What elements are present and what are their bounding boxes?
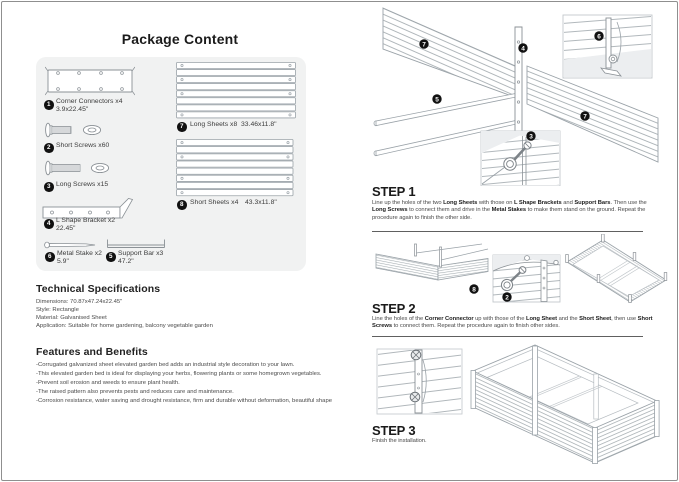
part-number-badge: 7: [177, 122, 187, 132]
part-name: Metal Stake x2: [57, 250, 102, 257]
part-label: [57, 250, 102, 266]
screw-detail: [410, 392, 420, 402]
spec-line: Style: Rectangle: [36, 307, 79, 313]
long-screw-illustration: [43, 160, 115, 176]
part-size: 22.45": [56, 224, 76, 232]
short-sheets-illustration: [176, 139, 294, 197]
part-ref-badge: [518, 43, 527, 52]
part-label: [56, 217, 115, 233]
badge-number: 4: [521, 45, 525, 53]
package-content-panel: [36, 57, 306, 271]
part-ref-badge: [432, 94, 441, 103]
badge-number: 7: [422, 41, 426, 49]
part-size: 3.9x22.45": [56, 105, 89, 113]
finished-bed: [471, 345, 659, 464]
spec-line: Material: Galvanised Sheet: [36, 315, 107, 321]
part-number-badge: 5: [106, 252, 116, 262]
step1-diagram: [370, 2, 670, 186]
assembled-frame: [566, 234, 667, 303]
technical-specifications-list: [36, 298, 213, 330]
part-number-badge: 4: [44, 219, 54, 229]
feature-line: -The raised pattern also prevents pests and reduces care and maintenance.: [36, 389, 234, 396]
long-screw-inset: [481, 131, 560, 186]
part-label: Long Sheets x8: [190, 121, 238, 128]
step2-heading: STEP 2: [372, 301, 416, 316]
spec-line: Application: Suitable for home gardening, balcony vegetable garden: [36, 323, 213, 329]
part-number-badge: 3: [44, 182, 54, 192]
step1-instructions: Line up the holes of the two Long Sheets with those on L Shape Brackets and Support Bars. Then use the Long Screws to connect them and drive in the Metal Stakes to make them stand on the ground. Repeat the procedure again to finish the other side.: [372, 200, 647, 221]
part-label: [118, 250, 163, 266]
step2-diagram: [370, 234, 670, 306]
part-name: Corner Connectors x4: [56, 98, 123, 105]
part-number-badge: 8: [177, 200, 187, 210]
badge-number: 5: [435, 96, 439, 104]
part-number-badge: 1: [44, 100, 54, 110]
part-label: [56, 98, 123, 114]
part-size: 5.9": [57, 257, 69, 265]
support-bar-illustration: [105, 238, 167, 250]
part-label: Short Screws x60: [56, 142, 110, 149]
part-number-badge: 2: [44, 143, 54, 153]
part-name: L Shape Bracket x2: [56, 217, 116, 224]
metal-stake-inset: [563, 15, 652, 78]
corner-connector-illustration: [45, 64, 135, 98]
step2-instructions: Line the holes of the Corner Connector up with those of the Long Sheet and the Short Sheet, then use Short Screws to connect them. Repeat the procedure again to finish other sides.: [372, 316, 653, 330]
badge-number: 3: [529, 133, 533, 141]
long-sheet-left-panel: [383, 8, 520, 99]
badge-number: 2: [505, 294, 509, 302]
section-divider: [372, 231, 643, 232]
part-size: 33.46x11.8": [241, 121, 277, 128]
step3-heading: STEP 3: [372, 423, 416, 438]
part-number-badge: 6: [45, 252, 55, 262]
technical-specifications-heading: Technical Specifications: [36, 283, 161, 295]
part-ref-badge: [580, 111, 589, 120]
part-name: Support Bar x3: [118, 250, 164, 257]
part-label: Short Sheets x4: [190, 199, 239, 206]
feature-line: -Corrugated galvanized sheet elevated garden bed adds an industrial style decoration to your lawn.: [36, 362, 295, 368]
part-ref-badge: [502, 292, 511, 301]
features-benefits-heading: Features and Benefits: [36, 346, 148, 358]
step1-heading: STEP 1: [372, 184, 416, 199]
screw-detail: [411, 350, 421, 360]
corner-connector-inset: [377, 349, 462, 414]
spec-line: Dimensions: 70.87x47.24x22.45": [36, 299, 123, 305]
part-ref-badge: [594, 31, 603, 40]
metal-stake-illustration: [43, 240, 97, 250]
badge-number: 6: [597, 33, 601, 41]
step3-instructions: Finish the installation.: [372, 438, 427, 444]
part-label: Long Screws x15: [56, 181, 109, 188]
short-screw-illustration: [43, 122, 107, 138]
feature-line: -This elevated garden bed is ideal for displaying your herbs, flowering plants or some homegrown vegetables.: [36, 371, 322, 378]
badge-number: 7: [583, 113, 587, 121]
feature-line: -Corrosion resistance, water saving and drought resistance, firm and durable without deformation, beautiful shape: [36, 398, 333, 405]
step3-diagram: [370, 344, 670, 469]
part-ref-badge: [469, 284, 478, 293]
feature-line: -Prevent soil erosion and weeds to ensure plant health.: [36, 380, 180, 387]
badge-number: 8: [472, 286, 476, 294]
part-ref-badge: [526, 131, 535, 140]
part-size: 47.2": [118, 257, 134, 265]
page-title: Package Content: [121, 31, 239, 47]
section-divider: [372, 336, 643, 337]
assembled-long-side: [376, 244, 488, 280]
long-sheets-illustration: [176, 62, 296, 119]
part-ref-badge: [419, 39, 428, 48]
part-size: 43.3x11.8": [245, 199, 277, 206]
features-benefits-list: [36, 361, 332, 406]
